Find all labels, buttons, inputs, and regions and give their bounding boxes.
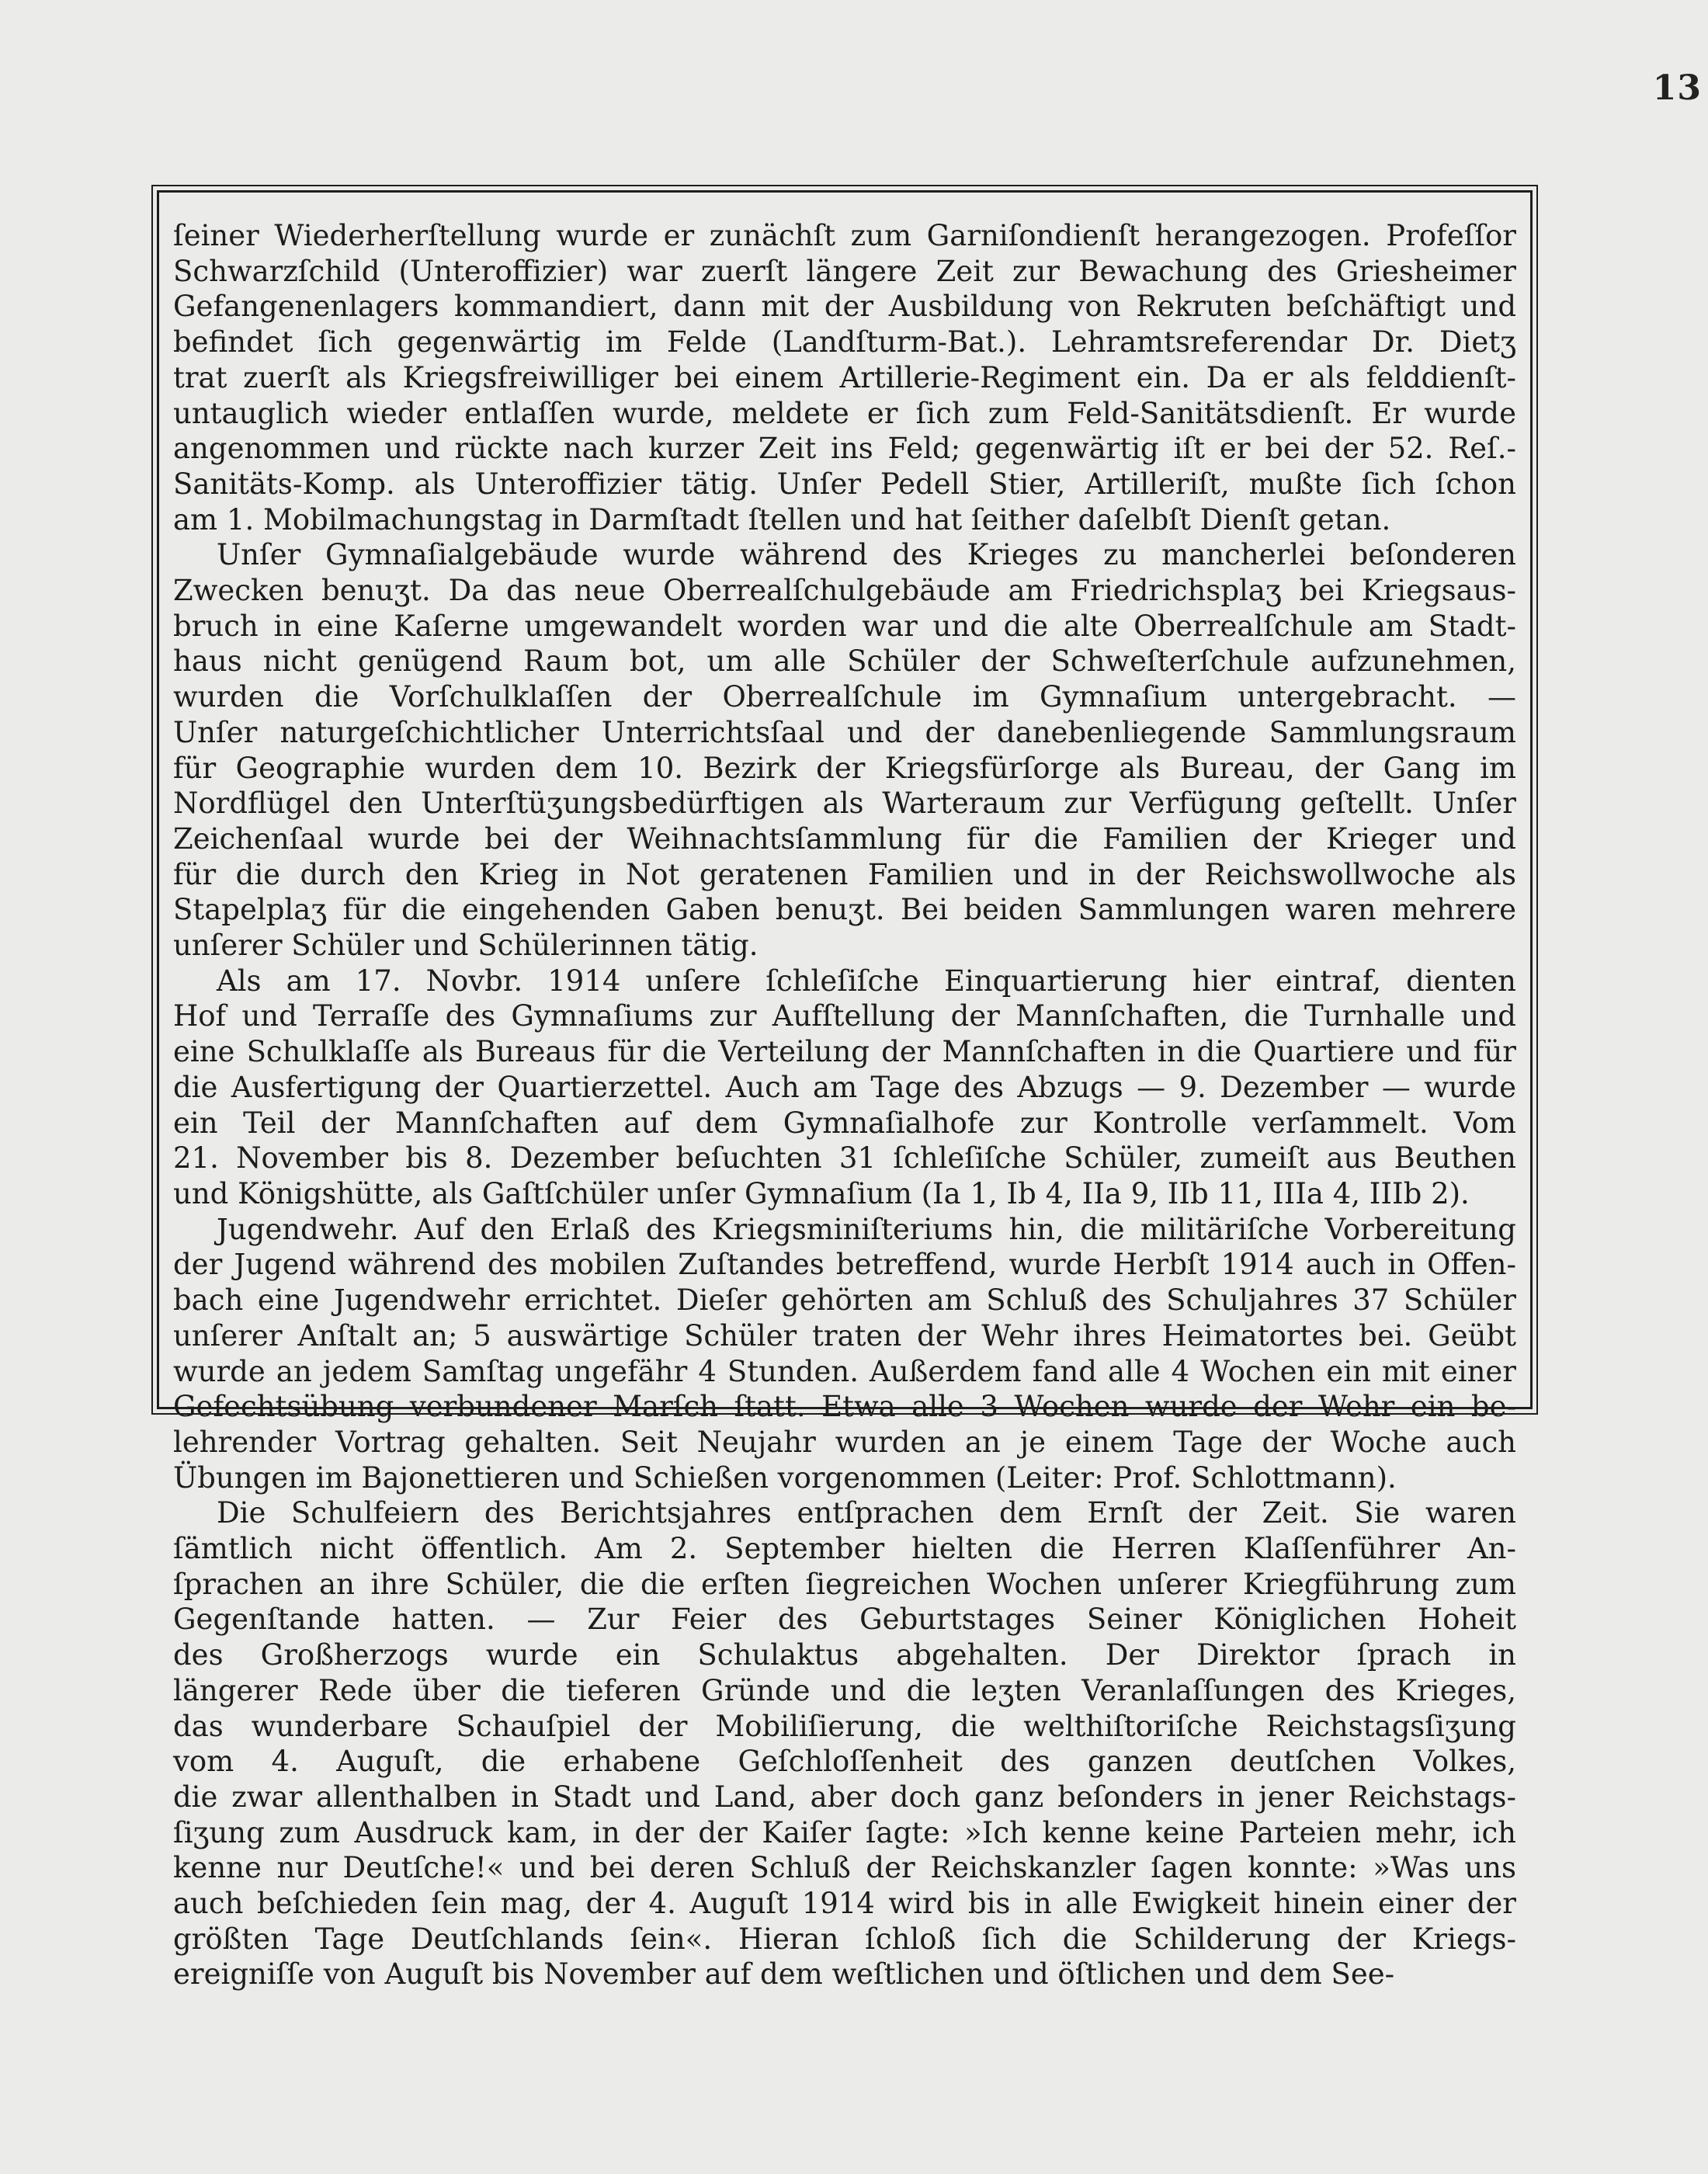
text-line: 21. November bis 8. Dezember beſuchten 31 ſchleſiſche Schüler, zumeiſt aus Beuthen (173, 1141, 1516, 1176)
text-line: ein Teil der Mannſchaften auf dem Gymnaſialhofe zur Kontrolle verſammelt. Vom (173, 1106, 1516, 1140)
text-line: bach eine Jugendwehr errichtet. Dieſer gehörten am Schluß des Schuljahres 37 Schüler (173, 1283, 1516, 1318)
text-line: Schwarzſchild (Unteroffizier) war zuerſt längere Zeit zur Bewachung des Griesheimer (173, 254, 1516, 288)
text-line: Stapelplaʒ für die eingehenden Gaben benuʒt. Bei beiden Sammlungen waren mehrere (173, 893, 1516, 927)
text-line: wurde an jedem Samſtag ungefähr 4 Stunden. Außerdem fand alle 4 Wochen ein mit einer (173, 1354, 1516, 1388)
text-line: ſiʒung zum Ausdruck kam, in der der Kaiſer ſagte: »Ich kenne keine Parteien mehr, ich (173, 1815, 1516, 1849)
text-line: Übungen im Bajonettieren und Schießen vorgenommen (Leiter: Prof. Schlottmann). (173, 1460, 1397, 1495)
text-line: haus nicht genügend Raum bot, um alle Schüler der Schweſterſchule aufzunehmen, (173, 644, 1516, 679)
text-line: untauglich wieder entlaſſen wurde, meldete er ſich zum Feld-Sanitätsdienſt. Er wurde (173, 396, 1516, 430)
text-line: eine Schulklaſſe als Bureaus für die Verteilung der Mannſchaften in die Quartiere und für (173, 1035, 1516, 1069)
text-line: des Großherzogs wurde ein Schulaktus abgehalten. Der Direktor ſprach in (173, 1638, 1516, 1672)
text-line: auch beſchieden ſein mag, der 4. Auguſt 1914 wird bis in alle Ewigkeit hinein einer der (173, 1887, 1516, 1921)
text-line: trat zuerſt als Kriegsfreiwilliger bei einem Artillerie-Regiment ein. Da er als felddienſt- (173, 360, 1516, 394)
text-line: Gegenſtande hatten. — Zur Feier des Geburtstages Seiner Königlichen Hoheit (173, 1603, 1516, 1637)
text-line: Unſer Gymnaſialgebäude wurde während des Krieges zu mancherlei beſonderen (217, 538, 1516, 572)
body-text (173, 218, 1516, 1992)
text-line: das wunderbare Schauſpiel der Mobiliſierung, die welthiſtoriſche Reichstagsſiʒung (173, 1709, 1516, 1743)
paragraph (173, 964, 1516, 1212)
text-line: Die Schulfeiern des Berichtsjahres entſprachen dem Ernſt der Zeit. Sie waren (217, 1496, 1516, 1530)
page-number: 13 (1652, 68, 1702, 108)
text-line: bruch in eine Kaſerne umgewandelt worden war und die alte Oberrealſchule am Stadt- (173, 609, 1516, 643)
text-line: kenne nur Deutſche!« und bei deren Schluß der Reichskanzler ſagen konnte: »Was uns (173, 1851, 1516, 1885)
text-line: die Ausfertigung der Quartierzettel. Auch am Tage des Abzugs — 9. Dezember — wurde (173, 1070, 1516, 1104)
text-line: Als am 17. Novbr. 1914 unſere ſchleſiſche Einquartierung hier eintraf, dienten (217, 964, 1516, 998)
text-frame (157, 190, 1533, 1992)
text-line: ereigniſſe von Auguſt bis November auf dem weſtlichen und öſtlichen und dem See- (173, 1957, 1395, 1992)
text-line: Zeichenſaal wurde bei der Weihnachtsſammlung für die Familien der Krieger und (173, 821, 1516, 856)
text-line: ſprachen an ihre Schüler, die die erſten ſiegreichen Wochen unſerer Kriegführung zum (173, 1567, 1516, 1601)
text-line: Gefangenenlagers kommandiert, dann mit der Ausbildung von Rekruten beſchäftigt und (173, 290, 1516, 324)
text-line: größten Tage Deutſchlands ſein«. Hieran ſchloß ſich die Schilderung der Kriegs- (173, 1922, 1516, 1956)
text-line: Zwecken benuʒt. Da das neue Oberrealſchulgebäude am Friedrichsplaʒ bei Kriegsaus- (173, 574, 1516, 608)
paragraph (173, 218, 1516, 537)
paragraph (173, 1212, 1516, 1496)
text-line: die zwar allenthalben in Stadt und Land, aber doch ganz beſonders in jener Reichstags- (173, 1780, 1516, 1814)
text-line: lehrender Vortrag gehalten. Seit Neujahr wurden an je einem Tage der Woche auch (173, 1425, 1516, 1459)
text-line: angenommen und rückte nach kurzer Zeit ins Feld; gegenwärtig iſt er bei der 52. Reſ.- (173, 432, 1516, 466)
text-line: vom 4. Auguſt, die erhabene Geſchloſſenheit des ganzen deutſchen Volkes, (173, 1745, 1516, 1779)
text-line: für die durch den Krieg in Not geratenen Familien und in der Reichswollwoche als (173, 857, 1516, 891)
text-line: wurden die Vorſchulklaſſen der Oberrealſchule im Gymnaſium untergebracht. — (173, 680, 1516, 714)
text-line: unſerer Anſtalt an; 5 auswärtige Schüler traten der Wehr ihres Heimatortes bei. Geübt (173, 1318, 1516, 1353)
text-line: der Jugend während des mobilen Zuſtandes betreffend, wurde Herbſt 1914 auch in Offen- (173, 1248, 1516, 1282)
text-line: Jugendwehr. Auf den Erlaß des Kriegsminiſteriums hin, die militäriſche Vorbereitung (217, 1212, 1516, 1246)
text-line: befindet ſich gegenwärtig im Felde (Landſturm-Bat.). Lehramtsreferendar Dr. Dietʒ (173, 325, 1516, 359)
text-line: und Königshütte, als Gaſtſchüler unſer Gymnaſium (Ia 1, Ib 4, IIa 9, IIb 11, IIIa 4, IIIb 2). (173, 1176, 1470, 1210)
text-line: für Geographie wurden dem 10. Bezirk der Kriegsfürſorge als Bureau, der Gang im (173, 751, 1516, 785)
text-line: Gefechtsübung verbundener Marſch ſtatt. Etwa alle 3 Wochen wurde der Wehr ein be- (173, 1390, 1516, 1424)
text-line: längerer Rede über die tieferen Gründe und die leʒten Veranlaſſungen des Krieges, (173, 1673, 1516, 1707)
text-line: ſämtlich nicht öffentlich. Am 2. September hielten die Herren Klaſſenführer An- (173, 1532, 1516, 1566)
text-line: Hof und Terraſſe des Gymnaſiums zur Aufſtellung der Mannſchaften, die Turnhalle und (173, 999, 1516, 1033)
paragraph (173, 1495, 1516, 1992)
paragraph (173, 537, 1516, 963)
text-line: Sanitäts-Komp. als Unteroffizier tätig. Unſer Pedell Stier, Artilleriſt, mußte ſich ſchon (173, 467, 1516, 501)
text-line: am 1. Mobilmachungstag in Darmſtadt ſtellen und hat ſeither daſelbſt Dienſt getan. (173, 502, 1391, 537)
text-line: Unſer naturgeſchichtlicher Unterrichtsſaal und der danebenliegende Sammlungsraum (173, 715, 1516, 749)
text-line: unſerer Schüler und Schülerinnen tätig. (173, 929, 759, 963)
text-line: Nordflügel den Unterſtüʒungsbedürftigen als Warteraum zur Verfügung geſtellt. Unſer (173, 787, 1516, 821)
text-line: ſeiner Wiederherſtellung wurde er zunächſt zum Garniſondienſt herangezogen. Profeſſor (173, 219, 1516, 252)
